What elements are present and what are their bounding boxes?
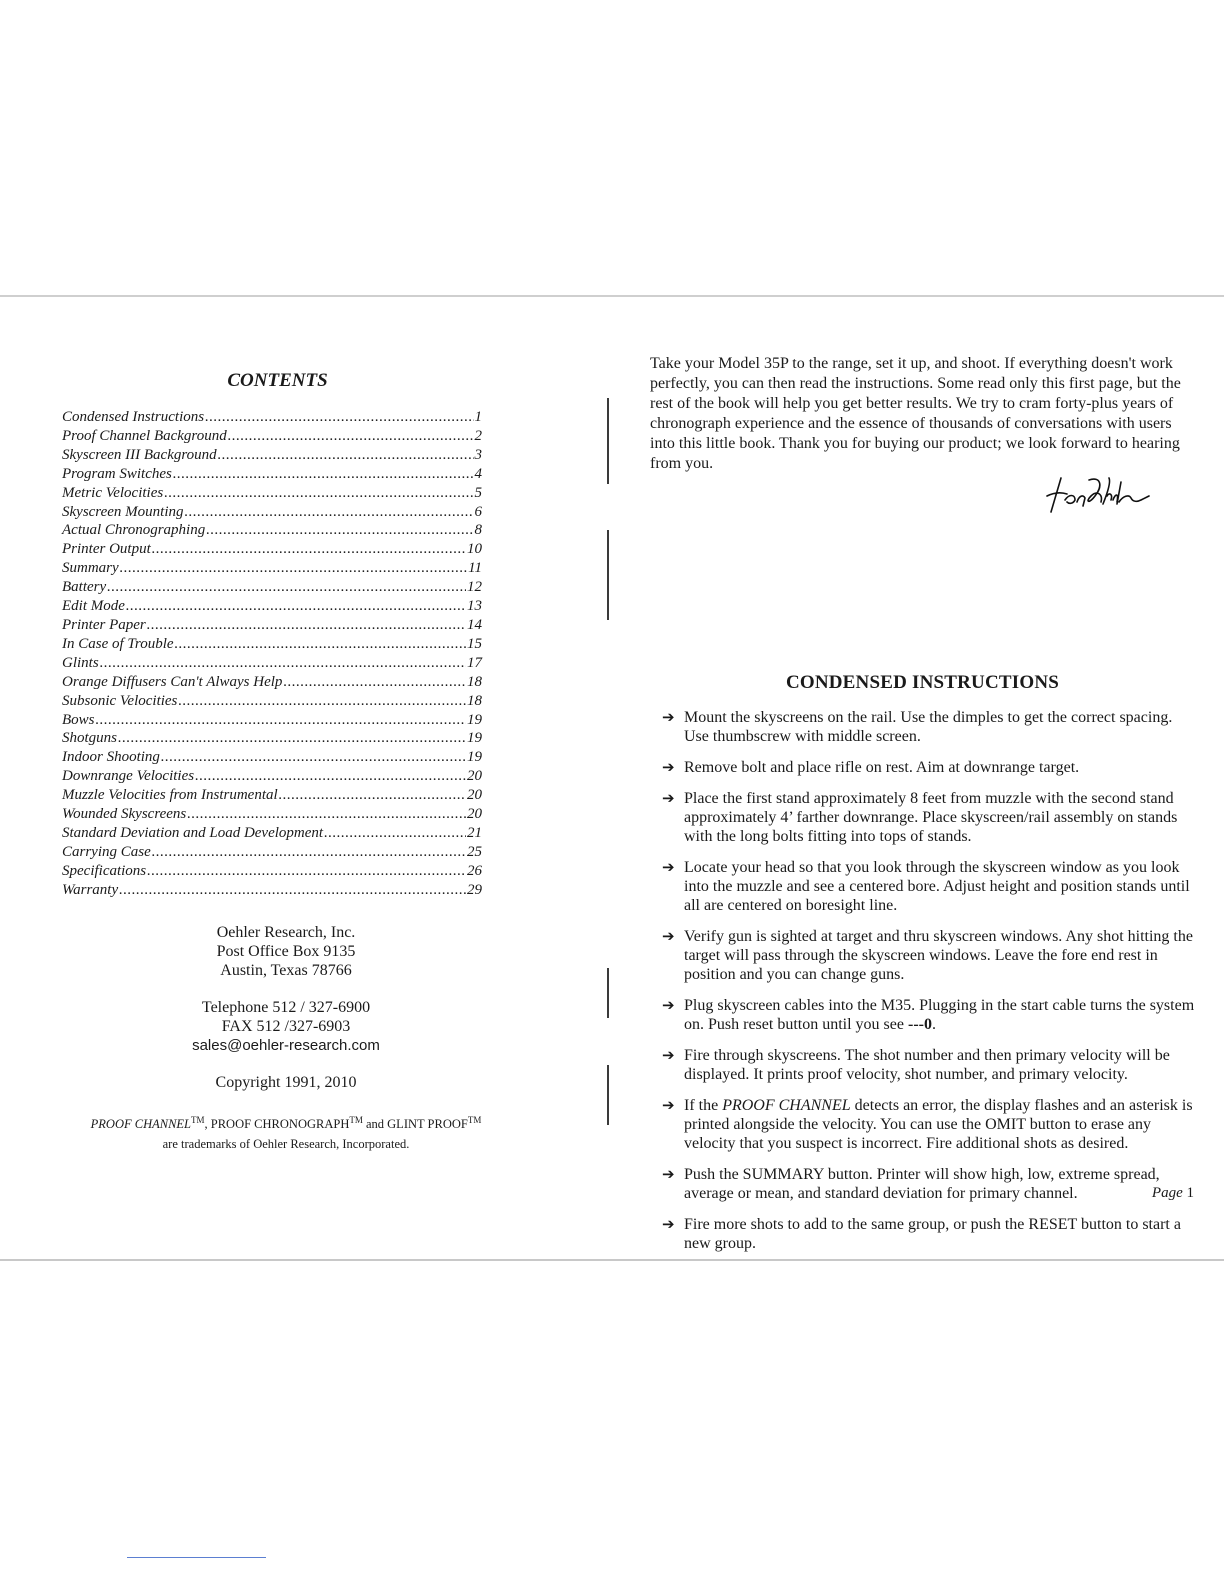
toc-entry (62, 484, 482, 503)
toc-entry (62, 711, 482, 730)
toc-entry-page: 18 (467, 673, 482, 690)
intro-paragraph: Take your Model 35P to the range, set it up, and shoot. If everything doesn't work perfectly, you can then read the instructions. Some read only this first page, but the rest of the book will help you get better results. We try to cram forty-plus years of chronograph experience and the essence of thousands of conversations with users into this little book. Thank you for buying our product; we look forward to hearing from you. (650, 355, 1181, 472)
trademark-separator: , (204, 1116, 208, 1131)
fold-line (607, 530, 609, 620)
toc-entry-page: 5 (474, 484, 482, 501)
toc-leader-dots (118, 729, 466, 748)
toc-entry (62, 521, 482, 540)
toc-leader-dots (152, 540, 466, 559)
toc-entry (62, 578, 482, 597)
page-number-value: 1 (1186, 1185, 1194, 1201)
toc-entry-title: Edit Mode (62, 598, 125, 615)
condensed-instructions-title: CONDENSED INSTRUCTIONS (785, 672, 1060, 693)
toc-leader-dots (120, 559, 467, 578)
telephone: Telephone 512 / 327-6900 (201, 998, 371, 1016)
toc-leader-dots (187, 805, 466, 824)
copyright: Copyright 1991, 2010 (215, 1073, 357, 1091)
toc-leader-dots (206, 521, 473, 540)
toc-entry-page: 19 (467, 711, 482, 728)
toc-entry-title: Downrange Velocities (62, 768, 195, 785)
instruction-step-text: Plug skyscreen cables into the M35. Plugging in the start cable turns the system on. Push reset button until you see (684, 997, 1195, 1033)
toc-entry-title: Bows (62, 711, 95, 728)
instruction-step-text: Remove bolt and place rifle on rest. Aim at downrange target. (684, 759, 1080, 776)
toc-entry-title: Battery (62, 579, 107, 596)
toc-entry-page: 19 (467, 730, 482, 747)
toc-leader-dots (96, 711, 466, 730)
toc-leader-dots (173, 465, 474, 484)
arrow-right-icon: ➔ (662, 858, 675, 876)
toc-entry-page: 26 (467, 862, 482, 879)
toc-entry (62, 673, 482, 692)
toc-entry-page: 10 (467, 541, 482, 558)
instruction-step (662, 996, 1195, 1034)
toc-entry-title: Proof Channel Background (62, 427, 227, 444)
instruction-step (662, 789, 1195, 846)
toc-entry-page: 15 (467, 635, 482, 652)
instruction-step (662, 758, 1195, 777)
toc-entry (62, 408, 482, 427)
toc-entry (62, 616, 482, 635)
toc-entry-title: Warranty (62, 881, 119, 898)
toc-entry-page: 18 (467, 692, 482, 709)
toc-entry-page: 21 (467, 824, 482, 841)
toc-entry-page: 20 (467, 806, 482, 823)
email-address: sales@oehler-research.com (192, 1036, 380, 1054)
link-underline (127, 1557, 266, 1558)
instruction-steps (662, 708, 1195, 1253)
toc-leader-dots (175, 635, 466, 654)
fold-line (607, 1065, 609, 1125)
fold-line (607, 398, 609, 484)
right-page (650, 354, 1195, 1265)
toc-entry (62, 786, 482, 805)
toc-leader-dots (205, 408, 473, 427)
toc-entry (62, 862, 482, 881)
toc-leader-dots (107, 578, 466, 597)
toc-leader-dots (161, 748, 466, 767)
toc-entry-page: 14 (467, 616, 482, 633)
company-address (55, 923, 517, 1154)
trademark-proof-channel: PROOF CHANNEL (90, 1116, 192, 1131)
toc-entry-title: Wounded Skyscreens (62, 806, 187, 823)
city-line: Austin, Texas 78766 (220, 961, 352, 979)
table-of-contents (55, 408, 500, 900)
toc-entry-title: Summary (62, 560, 119, 577)
instruction-step (662, 1096, 1195, 1153)
toc-leader-dots (100, 654, 466, 673)
toc-leader-dots (283, 673, 466, 692)
toc-entry (62, 540, 482, 559)
toc-entry-page: 19 (467, 749, 482, 766)
toc-leader-dots (185, 503, 474, 522)
instruction-step (662, 1046, 1195, 1084)
instruction-step (662, 927, 1195, 984)
toc-entry-title: Skyscreen Mounting (62, 503, 184, 520)
toc-entry (62, 843, 482, 862)
toc-entry-page: 8 (474, 522, 482, 539)
instruction-step-text-after: . (931, 1016, 936, 1033)
contents-title: CONTENTS (227, 370, 328, 391)
toc-entry-title: Indoor Shooting (62, 749, 160, 766)
toc-leader-dots (147, 616, 466, 635)
instruction-step-text: Mount the skyscreens on the rail. Use the dimples to get the correct spacing. Use thumbscrew with middle screen. (684, 709, 1173, 745)
fax: FAX 512 /327-6903 (221, 1017, 351, 1035)
toc-entry-page: 11 (468, 560, 482, 577)
toc-entry-title: Metric Velocities (62, 484, 164, 501)
toc-entry-title: Specifications (62, 862, 147, 879)
toc-entry-page: 12 (467, 579, 482, 596)
toc-entry (62, 446, 482, 465)
toc-entry-title: Actual Chronographing (62, 522, 206, 539)
toc-entry-page: 20 (467, 768, 482, 785)
toc-entry (62, 748, 482, 767)
page-label: Page (1151, 1185, 1183, 1201)
trademark-owner: are trademarks of Oehler Research, Incorporated. (162, 1136, 410, 1151)
arrow-right-icon: ➔ (662, 708, 675, 726)
signature-image (1045, 472, 1165, 518)
toc-entry (62, 465, 482, 484)
toc-entry-title: In Case of Trouble (62, 635, 174, 652)
arrow-right-icon: ➔ (662, 1096, 675, 1114)
instruction-step-text: Locate your head so that you look through the skyscreen window as you look into the muzzle and see a centered bore. Adjust height and position stands until all are centered on boresight line. (684, 859, 1190, 914)
instruction-step-bold: ---0 (907, 1016, 932, 1033)
toc-leader-dots (178, 692, 466, 711)
instruction-step (662, 708, 1195, 746)
toc-leader-dots (126, 597, 466, 616)
toc-entry (62, 824, 482, 843)
arrow-right-icon: ➔ (662, 996, 675, 1014)
arrow-right-icon: ➔ (662, 927, 675, 945)
toc-entry-page: 13 (467, 598, 482, 615)
fold-line (607, 968, 609, 1018)
instruction-step-text: Place the first stand approximately 8 feet from muzzle with the second stand approximately 4’ farther downrange. Place skyscreen/rail assembly on stands with the long bolts fitting into tops of stands. (684, 790, 1178, 845)
toc-entry-title: Carrying Case (62, 843, 151, 860)
toc-entry-title: Skyscreen III Background (62, 446, 217, 463)
trademark-proof-chronograph: PROOF CHRONOGRAPH (210, 1116, 350, 1131)
tm-mark: TM (467, 1114, 482, 1125)
top-divider (0, 295, 1224, 297)
toc-entry (62, 503, 482, 522)
toc-entry-page: 17 (467, 654, 482, 671)
toc-leader-dots (152, 843, 466, 862)
arrow-right-icon: ➔ (662, 1215, 675, 1233)
toc-entry (62, 692, 482, 711)
arrow-right-icon: ➔ (662, 789, 675, 807)
tm-mark: TM (349, 1114, 363, 1125)
toc-leader-dots (324, 824, 466, 843)
toc-entry-title: Printer Output (62, 541, 151, 558)
toc-entry-page: 1 (474, 409, 482, 425)
arrow-right-icon: ➔ (662, 758, 675, 776)
toc-leader-dots (147, 862, 466, 881)
toc-entry-page: 6 (474, 503, 482, 520)
toc-entry-title: Glints (62, 654, 99, 671)
instruction-step-italic: PROOF CHANNEL (722, 1097, 851, 1114)
toc-entry-title: Standard Deviation and Load Development (62, 824, 324, 841)
page-number (1152, 1185, 1194, 1202)
toc-entry-page: 29 (467, 881, 482, 898)
toc-entry-page: 2 (474, 427, 482, 444)
left-page (55, 370, 500, 1154)
tm-mark: TM (191, 1114, 205, 1125)
toc-entry-page: 25 (467, 843, 482, 860)
toc-entry-title: Program Switches (62, 465, 172, 482)
toc-leader-dots (218, 446, 474, 465)
toc-entry-title: Orange Diffusers Can't Always Help (62, 673, 283, 690)
toc-entry (62, 729, 482, 748)
instruction-step-text: If the (684, 1097, 723, 1114)
instruction-step-text-after: detects an error, the display flashes and an asterisk is printed alongside the velocity. You can use the OMIT button to erase any velocity that you suspect is incorrect. Fire additional shots as desired. (684, 1097, 1193, 1152)
instruction-step-text: Fire more shots to add to the same group, or push the RESET button to start a new group. (684, 1216, 1181, 1252)
toc-leader-dots (164, 484, 473, 503)
trademark-and: and (365, 1116, 385, 1131)
instruction-step (662, 1215, 1195, 1253)
toc-leader-dots (195, 767, 466, 786)
toc-entry-page: 4 (474, 465, 482, 482)
toc-entry-page: 20 (467, 787, 482, 804)
arrow-right-icon: ➔ (662, 1046, 675, 1064)
instruction-step (662, 1165, 1195, 1203)
toc-entry-title: Subsonic Velocities (62, 692, 178, 709)
instruction-step-text: Verify gun is sighted at target and thru skyscreen windows. Any shot hitting the target will pass through the skyscreen windows. Leave the fore end rest in position and you can change guns. (684, 928, 1193, 983)
toc-leader-dots (279, 786, 466, 805)
trademark-notice (55, 1110, 517, 1154)
toc-entry (62, 654, 482, 673)
toc-leader-dots (119, 881, 466, 900)
toc-entry (62, 805, 482, 824)
po-box: Post Office Box 9135 (216, 942, 356, 960)
instruction-step-text: Push the SUMMARY button. Printer will show high, low, extreme spread, average or mean, and standard deviation for primary channel. (684, 1166, 1160, 1202)
toc-entry-title: Printer Paper (62, 616, 146, 633)
toc-entry-page: 3 (474, 446, 482, 463)
arrow-right-icon: ➔ (662, 1165, 675, 1183)
toc-entry (62, 427, 482, 446)
toc-entry-title: Condensed Instructions (62, 409, 205, 425)
instruction-step-text: Fire through skyscreens. The shot number and then primary velocity will be displayed. It prints proof velocity, shot number, and primary velocity. (684, 1047, 1170, 1083)
toc-entry (62, 559, 482, 578)
toc-entry-title: Shotguns (62, 730, 118, 747)
toc-leader-dots (228, 427, 474, 446)
company-name: Oehler Research, Inc. (216, 923, 356, 941)
toc-entry (62, 635, 482, 654)
instruction-step (662, 858, 1195, 915)
toc-entry-title: Muzzle Velocities from Instrumental (62, 787, 278, 804)
toc-entry (62, 881, 482, 900)
toc-entry (62, 767, 482, 786)
toc-entry (62, 597, 482, 616)
trademark-glint-proof: GLINT PROOF (387, 1116, 468, 1131)
